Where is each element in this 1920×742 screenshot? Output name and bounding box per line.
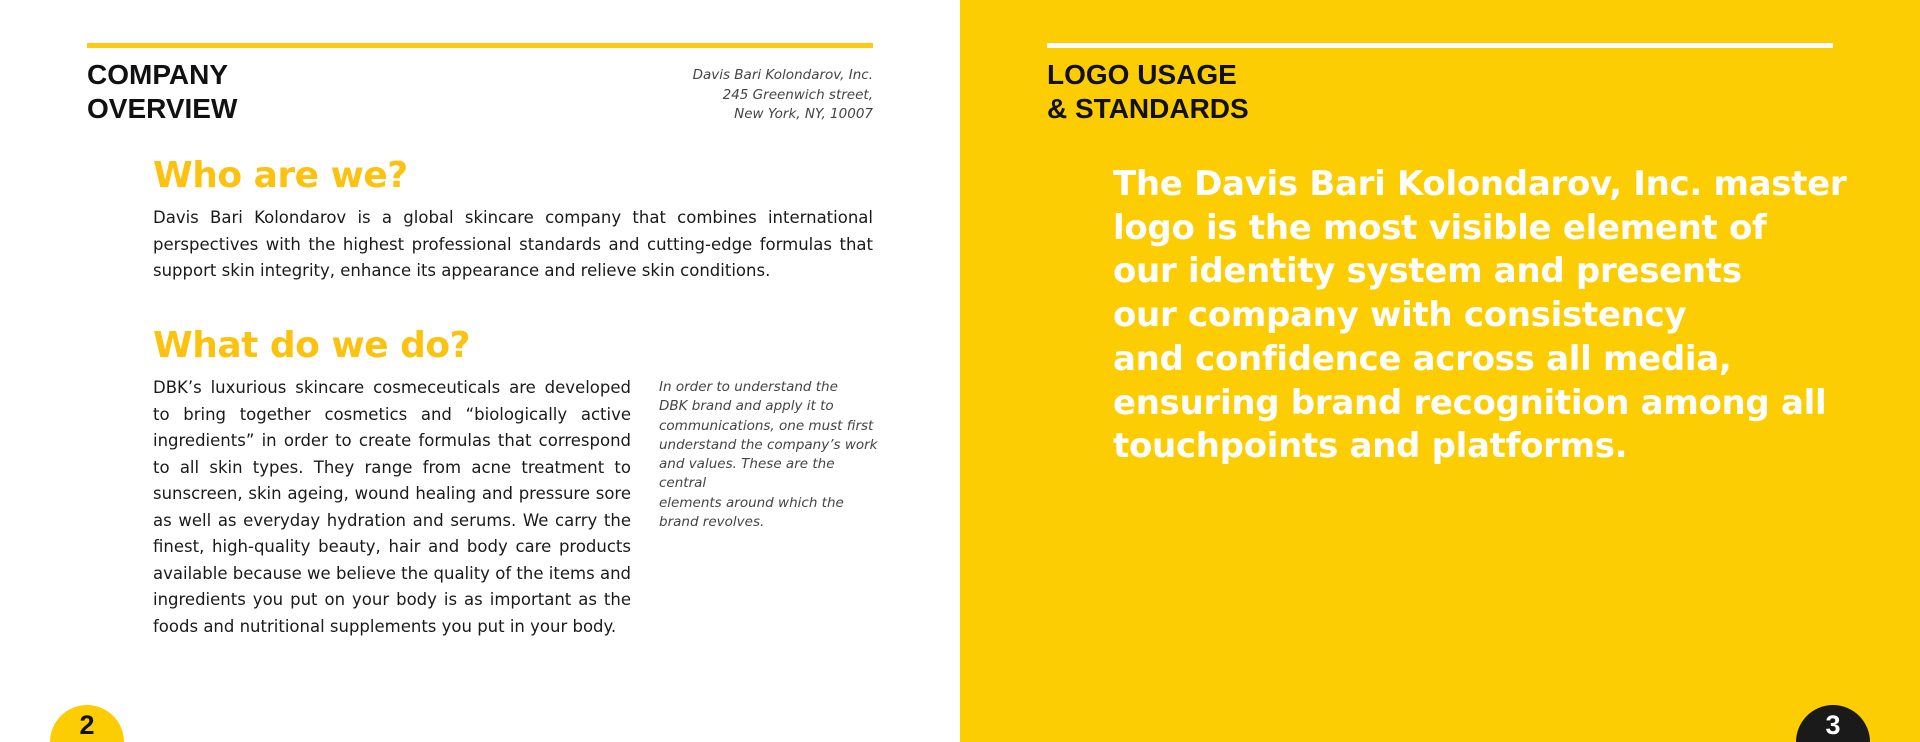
what-do-we-do-heading: What do we do? <box>153 325 470 366</box>
address-line: 245 Greenwich street, <box>722 86 873 103</box>
page-number-badge: 3 <box>1796 705 1870 742</box>
section-title: LOGO USAGE & STANDARDS <box>1047 59 1249 124</box>
who-are-we-heading: Who are we? <box>153 155 408 196</box>
address-line: Davis Bari Kolondarov, Inc. <box>692 67 873 83</box>
company-address <box>693 66 873 125</box>
logo-statement: The Davis Bari Kolondarov, Inc. master logo is the most visible element of our identity system and presents our company with consistency and confidence across all media, ensuring brand recognition among all touchpoints and platforms. <box>1113 164 1847 467</box>
what-do-we-do-paragraph: DBK’s luxurious skincare cosmeceuticals are developed to bring together cosmetics and “biologically active ingredients” in order to create formulas that correspond to all skin types. They range from acne treatment to sunscreen, skin ageing, wound healing and pressure sore as well as everyday hydration and serums. We carry the finest, high-quality beauty, hair and body care products available because we believe the quality of the items and ingredients you put on your body is as important as the foods and nutritional supplements you put in your body. <box>153 378 631 636</box>
top-rule <box>1047 43 1833 48</box>
page-number-badge: 2 <box>50 705 124 742</box>
side-note: In order to understand the DBK brand and apply it to communications, one must first understand the company’s work and values. These are the central elements around which the brand revolves. <box>659 379 878 531</box>
logo-usage-page <box>960 0 1920 742</box>
address-line: New York, NY, 10007 <box>734 106 873 122</box>
top-rule <box>87 43 873 48</box>
section-title: COMPANY OVERVIEW <box>87 59 238 124</box>
who-are-we-paragraph: Davis Bari Kolondarov is a global skincare company that combines international perspectives with the highest professional standards and cutting-edge formulas that support skin integrity, enhance its appearance and relieve skin conditions. <box>153 208 873 280</box>
